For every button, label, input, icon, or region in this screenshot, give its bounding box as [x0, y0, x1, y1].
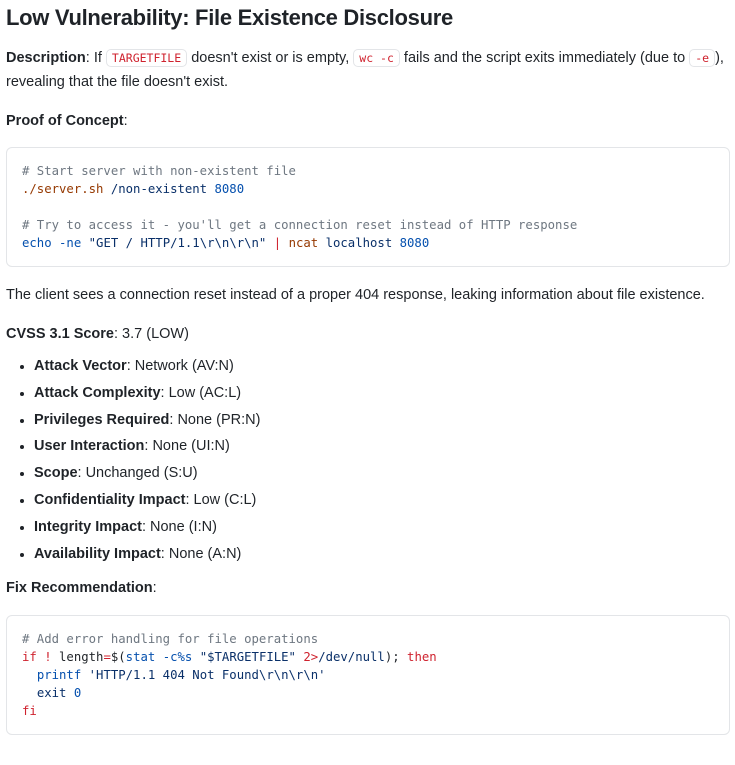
- code-command: printf: [36, 667, 82, 682]
- code-number: 8080: [399, 236, 430, 251]
- metric-name: Confidentiality Impact: [34, 492, 186, 509]
- code-string: "$TARGETFILE": [199, 649, 296, 664]
- code-arg: localhost: [318, 236, 400, 251]
- code-string: "GET / HTTP/1.1\r\n\r\n": [88, 236, 267, 251]
- metric-value: : None (PR:N): [169, 411, 261, 428]
- code-keyword: then: [407, 649, 437, 664]
- code-arg: /non-existent: [103, 182, 215, 197]
- colon: :: [123, 112, 128, 129]
- fix-label: Fix Recommendation: [6, 579, 153, 596]
- list-item: [34, 433, 730, 460]
- poc-label: Proof of Concept: [6, 112, 124, 129]
- description-paragraph: [6, 46, 730, 95]
- code-command: exit: [36, 685, 67, 700]
- metric-name: Attack Complexity: [34, 384, 161, 401]
- description-text: ), revealing that the file doesn't exist.: [6, 49, 724, 91]
- metric-value: : Low (AC:L): [160, 384, 242, 401]
- code-redirect: 2>: [295, 649, 319, 664]
- code-variable: length: [59, 649, 104, 664]
- code-operator: !: [36, 649, 60, 664]
- fix-heading: [6, 576, 730, 601]
- code-punct: );: [384, 649, 408, 664]
- poc-heading: [6, 109, 730, 134]
- metric-value: : None (A:N): [160, 546, 242, 563]
- code-command: ncat: [288, 236, 319, 251]
- code-string: 'HTTP/1.1 404 Not Found\r\n\r\n': [81, 667, 326, 682]
- inline-code-e-flag: -e: [689, 49, 715, 67]
- list-item: [34, 460, 730, 487]
- metric-value: : Unchanged (S:U): [77, 465, 198, 482]
- metric-name: Privileges Required: [34, 411, 170, 428]
- cvss-heading: [6, 322, 730, 347]
- metric-name: Attack Vector: [34, 357, 127, 374]
- code-keyword: fi: [22, 703, 37, 718]
- code-command: echo: [22, 236, 52, 251]
- code-number: 0: [66, 685, 82, 700]
- metric-name: Availability Impact: [34, 546, 161, 563]
- list-item: [34, 514, 730, 541]
- metric-name: User Interaction: [34, 438, 145, 455]
- cvss-value: : 3.7 (LOW): [114, 326, 189, 343]
- document: [0, 4, 735, 735]
- description-text: : If: [85, 49, 106, 66]
- section-heading: Low Vulnerability: File Existence Disclosure: [6, 5, 453, 30]
- code-command: ./server.sh: [22, 182, 104, 197]
- description-label: Description: [6, 49, 86, 66]
- metric-value: : Network (AV:N): [126, 357, 234, 374]
- list-item: [34, 407, 730, 434]
- cvss-metric-list: [6, 353, 730, 568]
- metric-value: : Low (C:L): [185, 492, 257, 509]
- inline-code-targetfile: TARGETFILE: [106, 49, 187, 67]
- fix-code-block[interactable]: [6, 615, 730, 735]
- code-comment: # Add error handling for file operations: [22, 631, 319, 646]
- code-comment: # Start server with non-existent file: [22, 164, 296, 179]
- metric-value: : None (I:N): [141, 519, 217, 536]
- metric-value: : None (UI:N): [144, 438, 230, 455]
- description-text: doesn't exist or is empty,: [187, 49, 354, 66]
- poc-code-block[interactable]: [6, 147, 730, 267]
- metric-name: Integrity Impact: [34, 519, 142, 536]
- client-paragraph: The client sees a connection reset instead of a proper 404 response, leaking information about file existence.: [6, 287, 705, 304]
- code-comment: # Try to access it - you'll get a connection reset instead of HTTP response: [22, 218, 578, 233]
- list-item: [34, 380, 730, 407]
- inline-code-wc: wc -c: [353, 49, 400, 67]
- metric-name: Scope: [34, 465, 78, 482]
- code-flag: -c%s: [155, 649, 200, 664]
- list-item: [34, 487, 730, 514]
- cvss-label: CVSS 3.1 Score: [6, 326, 114, 343]
- list-item: [34, 353, 730, 380]
- code-path: /dev/null: [318, 649, 385, 664]
- colon: :: [152, 579, 157, 596]
- code-subshell: $(: [110, 649, 126, 664]
- code-command: stat: [125, 649, 156, 664]
- code-number: 8080: [214, 182, 245, 197]
- code-pipe: |: [266, 236, 289, 251]
- list-item: [34, 541, 730, 568]
- description-text: fails and the script exits immediately (due to: [399, 49, 690, 66]
- code-keyword: if: [22, 649, 37, 664]
- code-operator: =: [103, 649, 111, 664]
- code-flag: -ne: [51, 236, 89, 251]
